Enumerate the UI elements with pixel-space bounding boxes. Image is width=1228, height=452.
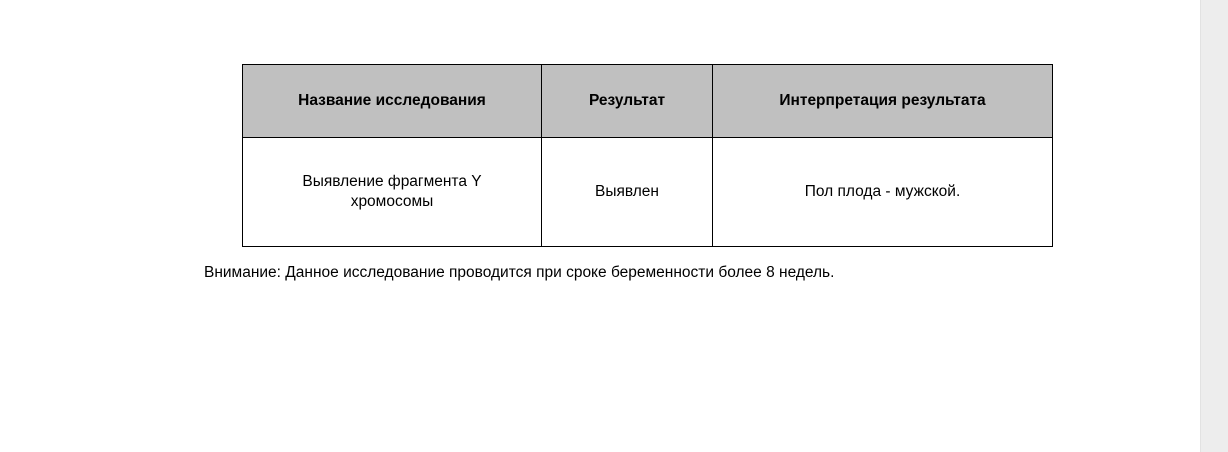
table-row	[243, 138, 1053, 247]
column-header-interpretation: Интерпретация результата	[713, 65, 1053, 138]
attention-note: Внимание: Данное исследование проводится при сроке беременности более 8 недель.	[204, 264, 835, 281]
cell-interpretation: Пол плода - мужской.	[713, 138, 1053, 247]
cell-result: Выявлен	[542, 138, 713, 247]
column-header-result: Результат	[542, 65, 713, 138]
results-table	[242, 64, 1053, 247]
scrollbar-gutter[interactable]	[1200, 0, 1228, 452]
cell-test-name: Выявление фрагмента Y хромосомы	[243, 138, 542, 247]
column-header-test-name: Название исследования	[243, 65, 542, 138]
table-header-row	[243, 65, 1053, 138]
